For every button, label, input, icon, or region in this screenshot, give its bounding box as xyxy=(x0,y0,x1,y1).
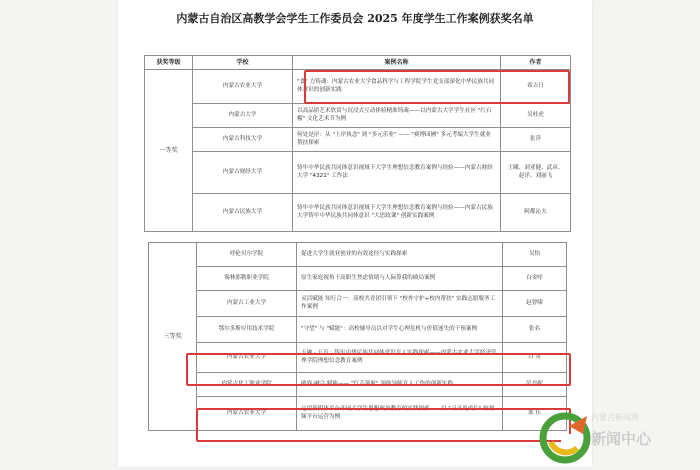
case-cell: 何处是岸：从 "上岸执念" 到 "多元乐业" —— "赛博园圃" 多元考编大学生就业帮扶探索 xyxy=(293,128,501,152)
school-cell: 内蒙古农业大学 xyxy=(193,70,293,104)
table-row xyxy=(149,267,567,291)
author-cell: 吴怡 xyxy=(503,243,567,267)
case-cell: 原生家庭视角下高职生焦虑情绪与人际算我的破局案例 xyxy=(297,267,503,291)
author-cell: 王曦、刘亚健、武彦、赵洋、刘丽飞 xyxy=(501,152,571,194)
award-level-third: 三等奖 xyxy=(149,243,197,431)
school-cell: 内蒙古大学 xyxy=(193,104,293,128)
watermark-text: 新闻中心 xyxy=(591,430,652,448)
school-cell: 内蒙古化工职业学院 xyxy=(197,373,297,397)
table-row xyxy=(149,291,567,317)
school-cell: 呼伦贝尔学院 xyxy=(197,243,297,267)
header-author: 作者 xyxy=(501,56,571,70)
table-row xyxy=(145,152,571,194)
document-title: 内蒙古自治区高教学会学生工作委员会 2025 年度学生工作案例获奖名单 xyxy=(176,12,534,25)
author-cell: 彭丹妮 xyxy=(503,373,567,397)
third-prize-table xyxy=(148,242,567,431)
school-cell: 鄂尔多斯应用技术学院 xyxy=(197,317,297,343)
highlight-box xyxy=(196,408,571,442)
author-cell: 张萍 xyxy=(501,128,571,152)
case-cell: 破界·融合·赋能—— "红芯领航" 领航导师育人工作的创新实践 xyxy=(297,373,503,397)
school-cell: 内蒙古民族大学 xyxy=(193,194,293,232)
author-cell: 那 佳 xyxy=(503,397,567,431)
case-cell: 铸牢中华民族共同体意识视域下大学生理想信念教育案例与经验——内蒙古民族大学铸牢中华民族共同体意识 "大思政课" 创新实践案例 xyxy=(293,194,501,232)
watermark-logo xyxy=(537,396,700,467)
table-row xyxy=(145,128,571,152)
watermark-top-text: 内蒙古新闻网 xyxy=(591,413,639,422)
table-row xyxy=(149,317,567,343)
table-row xyxy=(145,194,571,232)
school-cell: 内蒙古农业大学 xyxy=(197,343,297,373)
table-row xyxy=(145,104,571,128)
highlight-box xyxy=(186,353,571,386)
case-cell: 运用新媒体平台开展大学生思想政治教育的实践探索——以 "寻灵说成长" 短视频平台运营为例 xyxy=(297,397,503,431)
author-cell: 吴桂虎 xyxy=(501,104,571,128)
case-cell: 以高品质艺术欣赏与沉浸式互动体验精准铸魂——以内蒙古大学学生社区 "红石榴" 文化艺术节为例 xyxy=(293,104,501,128)
case-cell: 五融 · 五育：铸牢中华民族共同体意识育人实践探索——内蒙古农业大学经济管理学院理想信念教育案例 xyxy=(297,343,503,373)
school-cell: 内蒙古科技大学 xyxy=(193,128,293,152)
header-school: 学校 xyxy=(193,56,293,70)
school-cell: 内蒙古财经大学 xyxy=(193,152,293,194)
case-cell: 促进大学生就业创业的有效途径与实践探索 xyxy=(297,243,503,267)
author-cell: 张名 xyxy=(503,317,567,343)
case-cell: "守望" 与 "赋能"：高校辅导员以对学生心理危机与价值迷失的干预案例 xyxy=(297,317,503,343)
school-cell: 内蒙古工业大学 xyxy=(197,291,297,317)
header-level: 获奖等级 xyxy=(145,56,193,70)
case-cell: 灵活赋能 知行合一：高校共青团引领下 "校外守护+校内帮扶" 实践志愿服务工作案例 xyxy=(297,291,503,317)
table-row xyxy=(149,243,567,267)
header-case: 案例名称 xyxy=(293,56,501,70)
news-logo-icon xyxy=(537,396,597,466)
award-level-first: 一等奖 xyxy=(145,70,193,232)
author-cell: 赵智啸 xyxy=(503,291,567,317)
author-cell: 阿都沁夫 xyxy=(501,194,571,232)
school-cell: 内蒙古农业大学 xyxy=(197,397,297,431)
author-cell: 希吉日 xyxy=(501,70,571,104)
school-cell: 锡林郭勒职业学院 xyxy=(197,267,297,291)
highlight-box xyxy=(304,70,570,104)
author-cell: 白金呼 xyxy=(503,267,567,291)
case-cell: 铸牢中华民族共同体意识视域下大学生理想信念教育案例与经验——内蒙古财经大学 "4321" 工作法 xyxy=(293,152,501,194)
author-cell: 白 灵 xyxy=(503,343,567,373)
case-cell: "食" 力铸魂：内蒙古农业大学食品科学与工程学院学生党支部深化中华民族共同体意识的创新实践 xyxy=(293,70,501,104)
table-header-row xyxy=(145,56,571,70)
